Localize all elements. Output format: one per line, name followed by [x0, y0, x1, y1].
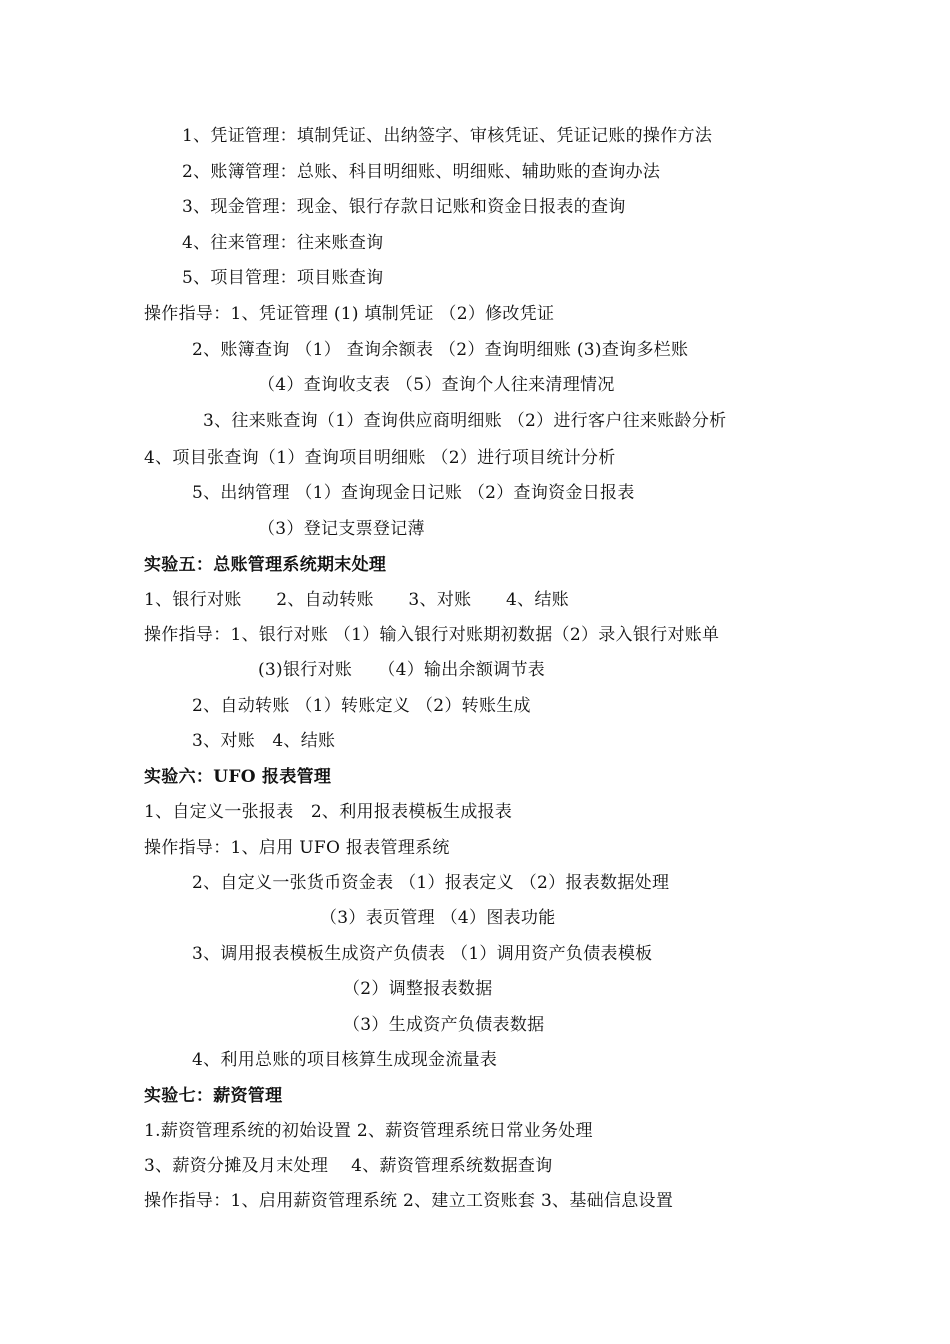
- text-line: 操作指导：1、凭证管理 (1) 填制凭证 （2）修改凭证: [144, 304, 555, 324]
- text-line: 1、银行对账 2、自动转账 3、对账 4、结账: [144, 590, 570, 610]
- text-line: (3)银行对账 （4）输出余额调节表: [258, 660, 546, 680]
- text-line: 1.薪资管理系统的初始设置 2、薪资管理系统日常业务处理: [144, 1121, 593, 1141]
- text-line: （4）查询收支表 （5）查询个人往来清理情况: [258, 375, 615, 395]
- text-line: 操作指导：1、启用 UFO 报表管理系统: [144, 838, 450, 858]
- section-heading: 实验五：总账管理系统期末处理: [144, 555, 387, 575]
- section-heading: 实验七：薪资管理: [144, 1086, 283, 1106]
- text-line: 2、账簿查询 （1） 查询余额表 （2）查询明细账 (3)查询多栏账: [192, 340, 689, 360]
- text-line: （3）表页管理 （4）图表功能: [320, 908, 556, 928]
- text-line: （3）生成资产负债表数据: [343, 1015, 545, 1035]
- text-line: 操作指导：1、启用薪资管理系统 2、建立工资账套 3、基础信息设置: [144, 1191, 674, 1211]
- text-line: 1、凭证管理：填制凭证、出纳签字、审核凭证、凭证记账的操作方法: [182, 126, 713, 146]
- text-line: 操作指导：1、银行对账 （1）输入银行对账期初数据（2）录入银行对账单: [144, 625, 720, 645]
- text-line: （2）调整报表数据: [343, 979, 493, 999]
- text-line: 3、调用报表模板生成资产负债表 （1）调用资产负债表模板: [192, 944, 653, 964]
- text-line: 2、账簿管理：总账、科目明细账、明细账、辅助账的查询办法: [182, 162, 661, 182]
- text-line: 3、现金管理：现金、银行存款日记账和资金日报表的查询: [182, 197, 626, 217]
- text-line: 3、往来账查询（1）查询供应商明细账 （2）进行客户往来账龄分析: [203, 411, 727, 431]
- text-line: （3）登记支票登记薄: [258, 519, 425, 539]
- section-heading: 实验六：UFO 报表管理: [144, 767, 332, 787]
- text-line: 3、对账 4、结账: [192, 731, 336, 751]
- text-line: 1、自定义一张报表 2、利用报表模板生成报表: [144, 802, 513, 822]
- text-line: 4、往来管理：往来账查询: [182, 233, 384, 253]
- text-line: 2、自动转账 （1）转账定义 （2）转账生成: [192, 696, 531, 716]
- text-line: 4、利用总账的项目核算生成现金流量表: [192, 1050, 498, 1070]
- text-line: 2、自定义一张货币资金表 （1）报表定义 （2）报表数据处理: [192, 873, 670, 893]
- text-line: 5、出纳管理 （1）查询现金日记账 （2）查询资金日报表: [192, 483, 635, 503]
- text-line: 3、薪资分摊及月末处理 4、薪资管理系统数据查询: [144, 1156, 553, 1176]
- text-line: 4、项目张查询（1）查询项目明细账 （2）进行项目统计分析: [144, 448, 616, 468]
- text-line: 5、项目管理：项目账查询: [182, 268, 384, 288]
